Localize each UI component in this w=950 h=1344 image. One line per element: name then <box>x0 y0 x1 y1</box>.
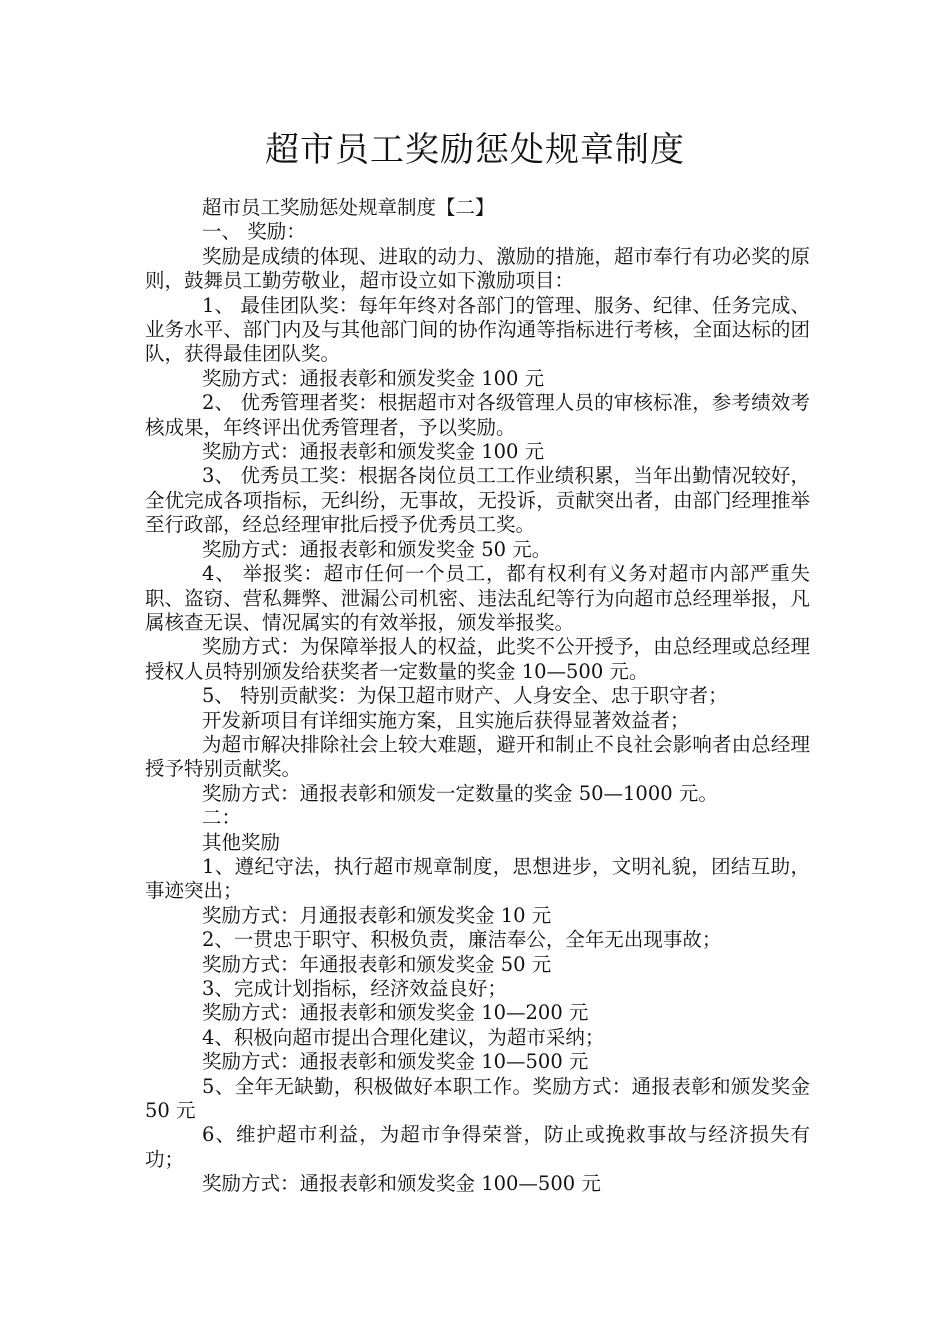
paragraph: 奖励方式：通报表彰和颁发奖金 10—500 元 <box>202 1050 589 1074</box>
document-title: 超市员工奖励惩处规章制度 <box>265 130 685 170</box>
paragraph: 奖励方式：年通报表彰和颁发奖金 50 元 <box>202 952 552 976</box>
paragraph: 奖励方式：月通报表彰和颁发奖金 10 元 <box>202 903 552 927</box>
paragraph: 奖励是成绩的体现、进取的动力、激励的措施，超市奉行有功必奖的原则，鼓舞员工勤劳敬业，超市设立如下激励项目： <box>145 244 810 293</box>
paragraph: 3、完成计划指标，经济效益良好； <box>202 977 507 1000</box>
paragraph: 1、 最佳团队奖：每年年终对各部门的管理、服务、纪律、任务完成、业务水平、部门内及与其他部门间的协作沟通等指标进行考核，全面达标的团队，获得最佳团队奖。 <box>145 293 810 366</box>
paragraph: 奖励方式：通报表彰和颁发奖金 10—200 元 <box>202 1001 589 1025</box>
paragraph: 为超市解决排除社会上较大难题，避开和制止不良社会影响者由总经理授予特别贡献奖。 <box>145 732 810 781</box>
document-body <box>145 196 810 1197</box>
paragraph: 2、一贯忠于职守、积极负责，廉洁奉公，全年无出现事故； <box>202 928 722 952</box>
paragraph: 1、遵纪守法，执行超市规章制度，思想进步，文明礼貌，团结互助，事迹突出； <box>145 854 810 903</box>
paragraph: 奖励方式：通报表彰和颁发一定数量的奖金 50—1000 元。 <box>202 781 718 805</box>
paragraph: 开发新项目有详细实施方案，且实施后获得显著效益者； <box>202 708 690 732</box>
paragraph: 奖励方式：通报表彰和颁发奖金 50 元。 <box>202 537 552 561</box>
paragraph: 5、 特别贡献奖：为保卫超市财产、人身安全、忠于职守者； <box>202 684 728 708</box>
paragraph: 一、 奖励： <box>202 220 306 244</box>
paragraph: 4、 举报奖：超市任何一个员工，都有权利有义务对超市内部严重失职、盗窃、营私舞弊、泄漏公司机密、违法乱纪等行为向超市总经理举报，凡属核查无误、情况属实的有效举报，颁发举报奖。 <box>145 562 810 634</box>
paragraph: 奖励方式：通报表彰和颁发奖金 100—500 元 <box>202 1172 601 1196</box>
paragraph: 二： <box>202 806 242 830</box>
paragraph: 5、全年无缺勤，积极做好本职工作。奖励方式：通报表彰和颁发奖金 50 元 <box>145 1074 810 1123</box>
paragraph: 4、积极向超市提出合理化建议，为超市采纳； <box>202 1025 605 1049</box>
paragraph: 奖励方式：为保障举报人的权益，此奖不公开授予，由总经理或总经理授权人员特别颁发给获奖者一定数量的奖金 10—500 元。 <box>145 635 810 683</box>
paragraph: 3、 优秀员工奖：根据各岗位员工工作业绩积累，当年出勤情况较好，全优完成各项指标，无纠纷，无事故，无投诉，贡献突出者，由部门经理推举至行政部，经总经理审批后授予优秀员工奖。 <box>145 464 810 537</box>
paragraph: 奖励方式：通报表彰和颁发奖金 100 元 <box>202 440 545 464</box>
paragraph: 奖励方式：通报表彰和颁发奖金 100 元 <box>202 366 545 390</box>
paragraph: 2、 优秀管理者奖：根据超市对各级管理人员的审核标准，参考绩效考核成果，年终评出优秀管理者，予以奖励。 <box>145 391 810 439</box>
paragraph: 其他奖励 <box>202 830 281 854</box>
paragraph: 6、维护超市利益，为超市争得荣誉，防止或挽救事故与经济损失有功； <box>145 1123 810 1171</box>
paragraph: 超市员工奖励惩处规章制度【二】 <box>202 196 495 219</box>
